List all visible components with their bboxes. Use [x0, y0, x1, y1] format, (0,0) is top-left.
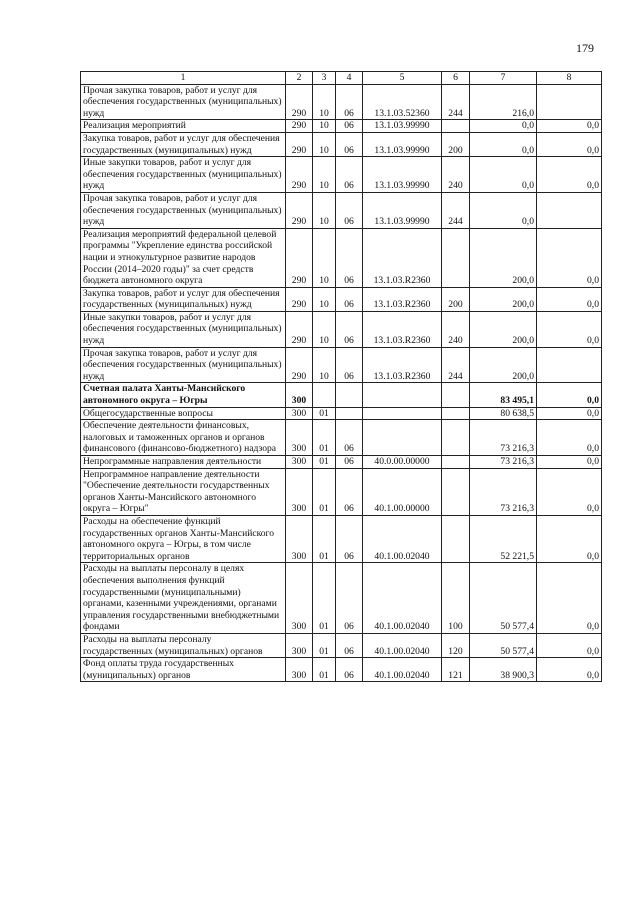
amount-value: 200,0: [470, 311, 537, 347]
target-article-code: 13.1.03.R2360: [363, 347, 442, 383]
target-article-code: [363, 383, 442, 407]
amount-value-2: 0,0: [537, 132, 602, 156]
amount-value: 50 577,4: [470, 563, 537, 634]
target-article-code: 40.0.00.00000: [363, 456, 442, 469]
section-code: 10: [313, 84, 336, 120]
subsection-code: 06: [336, 228, 363, 287]
target-article-code: 40.1.00.00000: [363, 468, 442, 515]
section-code: 01: [313, 658, 336, 682]
expense-type-code: [442, 420, 470, 456]
budget-item-name: Прочая закупка товаров, работ и услуг для обеспечения государственных (муниципальных) нужд: [81, 84, 286, 120]
amount-value: 0,0: [470, 192, 537, 228]
expense-type-code: [442, 456, 470, 469]
table-row: [81, 468, 602, 515]
amount-value-2: 0,0: [537, 456, 602, 469]
header-row: [81, 72, 602, 85]
budget-item-name: Закупка товаров, работ и услуг для обеспечения государственных (муниципальных) нужд: [81, 287, 286, 311]
subsection-code: 06: [336, 84, 363, 120]
column-header: 7: [470, 72, 537, 85]
subsection-code: [336, 383, 363, 407]
subsection-code: 06: [336, 287, 363, 311]
expense-type-code: 244: [442, 84, 470, 120]
section-code: 10: [313, 120, 336, 133]
expense-type-code: 200: [442, 132, 470, 156]
column-header: 8: [537, 72, 602, 85]
budget-item-name: Иные закупки товаров, работ и услуг для обеспечения государственных (муниципальных) нужд: [81, 157, 286, 193]
table-row: [81, 84, 602, 120]
amount-value: 52 221,5: [470, 515, 537, 562]
budget-item-name: Общегосударственные вопросы: [81, 407, 286, 420]
amount-value-2: 0,0: [537, 287, 602, 311]
section-code: 10: [313, 287, 336, 311]
subsection-code: 06: [336, 468, 363, 515]
amount-value-2: 0,0: [537, 515, 602, 562]
table-row: [81, 420, 602, 456]
section-code: 01: [313, 633, 336, 657]
expense-type-code: [442, 407, 470, 420]
amount-value: 80 638,5: [470, 407, 537, 420]
subsection-code: 06: [336, 120, 363, 133]
table-row: [81, 228, 602, 287]
amount-value: 73 216,3: [470, 468, 537, 515]
column-header: 1: [81, 72, 286, 85]
target-article-code: 40.1.00.02040: [363, 658, 442, 682]
target-article-code: 13.1.03.R2360: [363, 228, 442, 287]
budget-item-name: Расходы на выплаты персоналу государственных (муниципальных) органов: [81, 633, 286, 657]
expense-type-code: 120: [442, 633, 470, 657]
table-row: [81, 456, 602, 469]
table-row: [81, 157, 602, 193]
subsection-code: 06: [336, 633, 363, 657]
amount-value: 200,0: [470, 347, 537, 383]
section-code: 01: [313, 468, 336, 515]
ministry-code: 290: [286, 347, 313, 383]
table-row: [81, 311, 602, 347]
section-code: 01: [313, 563, 336, 634]
table-row: [81, 407, 602, 420]
budget-item-name: Непрограммные направления деятельности: [81, 456, 286, 469]
amount-value: 38 900,3: [470, 658, 537, 682]
target-article-code: 13.1.03.99990: [363, 192, 442, 228]
ministry-code: 300: [286, 420, 313, 456]
ministry-code: 290: [286, 287, 313, 311]
expense-type-code: 240: [442, 311, 470, 347]
subsection-code: 06: [336, 420, 363, 456]
budget-item-name: Прочая закупка товаров, работ и услуг для обеспечения государственных (муниципальных) нужд: [81, 347, 286, 383]
target-article-code: [363, 420, 442, 456]
amount-value: 0,0: [470, 120, 537, 133]
column-header: 6: [442, 72, 470, 85]
table-row: [81, 287, 602, 311]
ministry-code: 290: [286, 228, 313, 287]
ministry-code: 300: [286, 383, 313, 407]
amount-value-2: 0,0: [537, 633, 602, 657]
budget-item-name: Обеспечение деятельности финансовых, налоговых и таможенных органов и органов финансового (финансово-бюджетного) надзора: [81, 420, 286, 456]
table-row: [81, 633, 602, 657]
target-article-code: 13.1.03.52360: [363, 84, 442, 120]
subsection-code: 06: [336, 347, 363, 383]
ministry-code: 290: [286, 311, 313, 347]
target-article-code: 40.1.00.02040: [363, 563, 442, 634]
section-code: 01: [313, 407, 336, 420]
section-code: 01: [313, 420, 336, 456]
amount-value: 50 577,4: [470, 633, 537, 657]
table-row: [81, 120, 602, 133]
amount-value-2: [537, 347, 602, 383]
subsection-code: 06: [336, 563, 363, 634]
expense-type-code: 244: [442, 192, 470, 228]
expense-type-code: [442, 515, 470, 562]
section-code: 10: [313, 192, 336, 228]
section-code: [313, 383, 336, 407]
amount-value-2: 0,0: [537, 420, 602, 456]
target-article-code: 13.1.03.R2360: [363, 287, 442, 311]
amount-value-2: [537, 192, 602, 228]
amount-value-2: 0,0: [537, 228, 602, 287]
amount-value: 73 216,3: [470, 420, 537, 456]
table-body: [81, 72, 602, 682]
amount-value-2: 0,0: [537, 383, 602, 407]
target-article-code: [363, 407, 442, 420]
budget-item-name: Прочая закупка товаров, работ и услуг для обеспечения государственных (муниципальных) нужд: [81, 192, 286, 228]
section-code: 10: [313, 347, 336, 383]
amount-value-2: 0,0: [537, 468, 602, 515]
subsection-code: 06: [336, 311, 363, 347]
subsection-code: 06: [336, 157, 363, 193]
budget-item-name: Фонд оплаты труда государственных (муниципальных) органов: [81, 658, 286, 682]
expense-type-code: 100: [442, 563, 470, 634]
ministry-code: 300: [286, 468, 313, 515]
table-row: [81, 383, 602, 407]
ministry-code: 300: [286, 515, 313, 562]
expense-type-code: [442, 228, 470, 287]
amount-value-2: 0,0: [537, 120, 602, 133]
budget-item-name: Расходы на обеспечение функций государственных органов Ханты-Мансийского автономного округа – Югры, в том числе территориальных органов: [81, 515, 286, 562]
ministry-code: 290: [286, 84, 313, 120]
target-article-code: 13.1.03.99990: [363, 132, 442, 156]
budget-item-name: Иные закупки товаров, работ и услуг для обеспечения государственных (муниципальных) нужд: [81, 311, 286, 347]
section-code: 01: [313, 456, 336, 469]
ministry-code: 290: [286, 192, 313, 228]
table-row: [81, 132, 602, 156]
table-row: [81, 347, 602, 383]
column-header: 2: [286, 72, 313, 85]
expense-type-code: [442, 120, 470, 133]
target-article-code: 13.1.03.99990: [363, 120, 442, 133]
page-number: 179: [576, 41, 594, 55]
ministry-code: 300: [286, 563, 313, 634]
column-header: 3: [313, 72, 336, 85]
expense-type-code: [442, 383, 470, 407]
table-row: [81, 515, 602, 562]
section-code: 10: [313, 311, 336, 347]
amount-value-2: 0,0: [537, 157, 602, 193]
amount-value: 200,0: [470, 287, 537, 311]
ministry-code: 300: [286, 658, 313, 682]
expense-type-code: [442, 468, 470, 515]
subsection-code: 06: [336, 658, 363, 682]
subsection-code: 06: [336, 132, 363, 156]
budget-item-name: Реализация мероприятий: [81, 120, 286, 133]
amount-value: 73 216,3: [470, 456, 537, 469]
amount-value: 0,0: [470, 132, 537, 156]
ministry-code: 300: [286, 456, 313, 469]
target-article-code: 13.1.03.99990: [363, 157, 442, 193]
amount-value-2: [537, 84, 602, 120]
expense-type-code: 240: [442, 157, 470, 193]
table-row: [81, 192, 602, 228]
expense-type-code: 200: [442, 287, 470, 311]
budget-item-name: Закупка товаров, работ и услуг для обеспечения государственных (муниципальных) нужд: [81, 132, 286, 156]
amount-value: 83 495,1: [470, 383, 537, 407]
budget-item-name: Реализация мероприятий федеральной целевой программы "Укрепление единства российской нации и этнокультурное развитие народов России (2014–2020 годы)" за счет средств бюджета автономного округа: [81, 228, 286, 287]
ministry-code: 290: [286, 132, 313, 156]
ministry-code: 300: [286, 407, 313, 420]
section-code: 10: [313, 132, 336, 156]
section-code: 10: [313, 157, 336, 193]
expense-type-code: 244: [442, 347, 470, 383]
target-article-code: 13.1.03.R2360: [363, 311, 442, 347]
column-header: 5: [363, 72, 442, 85]
table-row: [81, 658, 602, 682]
amount-value-2: 0,0: [537, 311, 602, 347]
expense-type-code: 121: [442, 658, 470, 682]
target-article-code: 40.1.00.02040: [363, 633, 442, 657]
ministry-code: 290: [286, 157, 313, 193]
table-row: [81, 563, 602, 634]
column-header: 4: [336, 72, 363, 85]
section-code: 01: [313, 515, 336, 562]
budget-item-name: Непрограммное направление деятельности "Обеспечение деятельности государственных органов Ханты-Мансийского автономного округа – Югры": [81, 468, 286, 515]
budget-item-name: Расходы на выплаты персоналу в целях обеспечения выполнения функций государственными (муниципальными) органами, казенными учреждениями, органами управления государственными внебюджетными фондами: [81, 563, 286, 634]
ministry-code: 290: [286, 120, 313, 133]
amount-value: 216,0: [470, 84, 537, 120]
section-code: 10: [313, 228, 336, 287]
subsection-code: 06: [336, 192, 363, 228]
subsection-code: 06: [336, 456, 363, 469]
budget-item-name: Счетная палата Ханты-Мансийского автономного округа – Югры: [81, 383, 286, 407]
target-article-code: 40.1.00.02040: [363, 515, 442, 562]
budget-table: [80, 71, 602, 682]
amount-value: 200,0: [470, 228, 537, 287]
subsection-code: 06: [336, 515, 363, 562]
amount-value-2: 0,0: [537, 563, 602, 634]
subsection-code: [336, 407, 363, 420]
amount-value-2: 0,0: [537, 407, 602, 420]
amount-value: 0,0: [470, 157, 537, 193]
amount-value-2: 0,0: [537, 658, 602, 682]
ministry-code: 300: [286, 633, 313, 657]
